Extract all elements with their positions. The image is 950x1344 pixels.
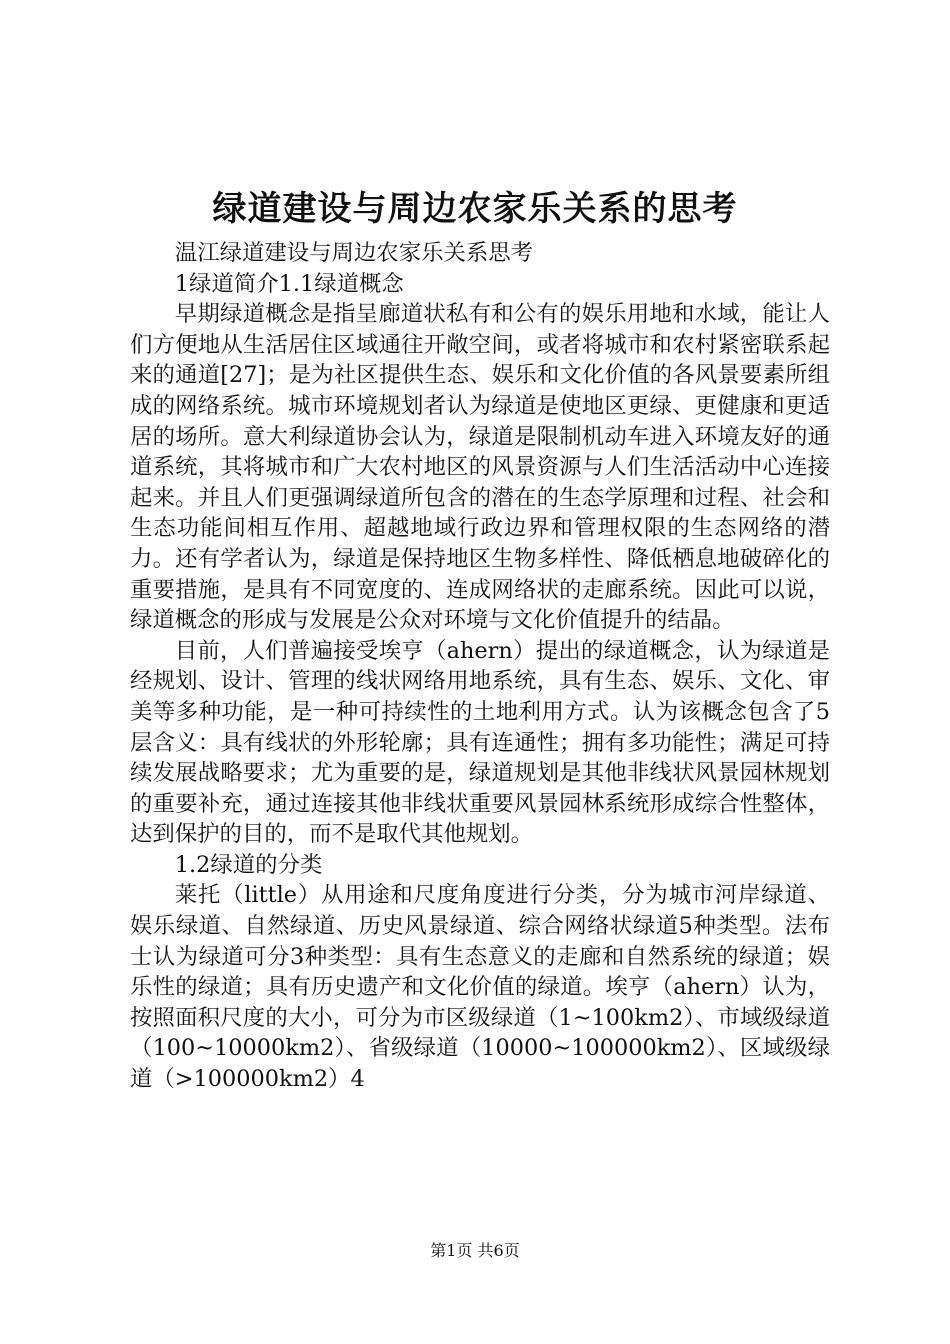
section-heading-1: 1绿道简介1.1绿道概念 — [174, 270, 404, 297]
document-body — [130, 238, 830, 1095]
body-paragraph-1: 早期绿道概念是指呈廊道状私有和公有的娱乐用地和水域，能让人们方便地从生活居住区域通往开敞空间，或者将城市和农村紧密联系起来的通道[27]；是为社区提供生态、娱乐和文化价值的各风景要素所组成的网络系统。城市环境规划者认为绿道是使地区更绿、更健康和更适居的场所。意大利绿道协会认为，绿道是限制机动车进入环境友好的通道系统，其将城市和广大农村地区的风景资源与人们生活活动中心连接起来。并且人们更强调绿道所包含的潜在的生态学原理和过程、社会和生态功能间相互作用、超越地域行政边界和管理权限的生态网络的潜力。还有学者认为，绿道是保持地区生物多样性、降低栖息地破碎化的重要措施，是具有不同宽度的、连成网络状的走廊系统。因此可以说，绿道概念的形成与发展是公众对环境与文化价值提升的结晶。 — [130, 301, 830, 634]
page-footer: 第1页 共6页 — [430, 1241, 520, 1260]
body-paragraph-3: 莱托（little）从用途和尺度角度进行分类，分为城市河岸绿道、娱乐绿道、自然绿道、历史风景绿道、综合网络状绿道5种类型。法布士认为绿道可分3种类型：具有生态意义的走廊和自然系统的绿道；娱乐性的绿道；具有历史遗产和文化价值的绿道。埃亨（ahern）认为，按照面积尺度的大小，可分为市区级绿道（1~100km2）、市域级绿道（100~10000km2）、省级绿道（10000~100000km2）、区域级绿道（>100000km2）4 — [130, 882, 830, 1093]
subtitle-paragraph: 温江绿道建设与周边农家乐关系思考 — [174, 240, 534, 266]
body-paragraph-2: 目前，人们普遍接受埃亨（ahern）提出的绿道概念，认为绿道是经规划、设计、管理的线状网络用地系统，具有生态、娱乐、文化、审美等多种功能，是一种可持续性的土地利用方式。认为该概念包含了5层含义：具有线状的外形轮廓；具有连通性；拥有多功能性；满足可持续发展战略要求；尤为重要的是，绿道规划是其他非线状风景园林规划的重要补充，通过连接其他非线状重要风景园林系统形成综合性整体，达到保护的目的，而不是取代其他规划。 — [130, 637, 830, 848]
section-heading-1-2: 1.2绿道的分类 — [174, 851, 323, 878]
document-title: 绿道建设与周边农家乐关系的思考 — [212, 189, 738, 229]
